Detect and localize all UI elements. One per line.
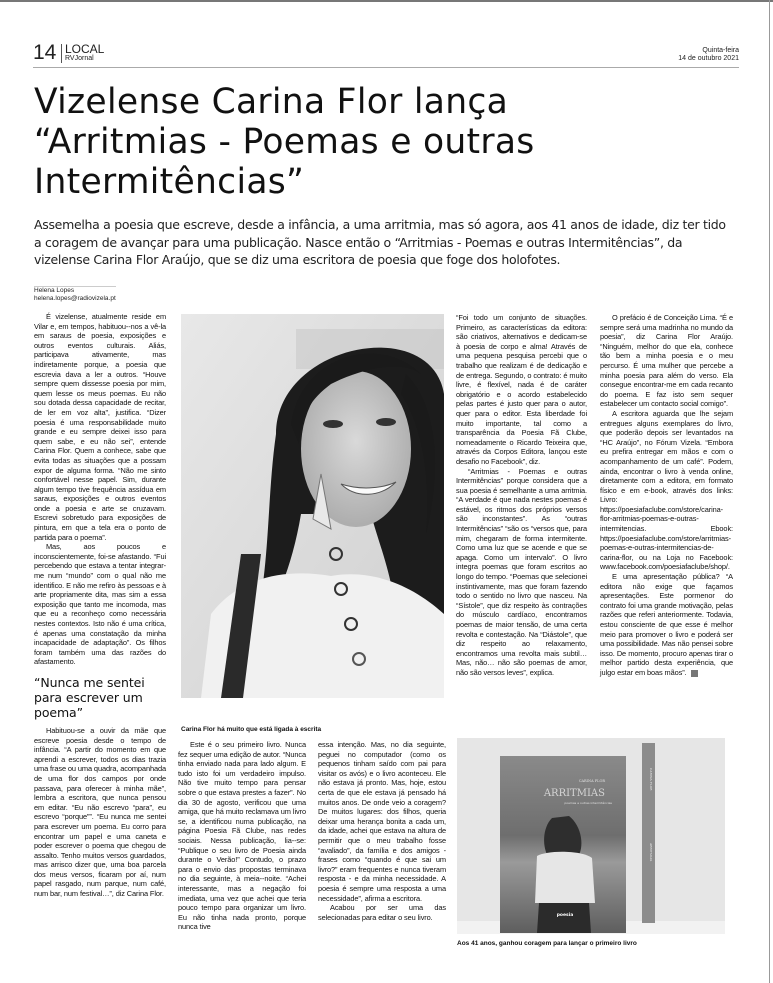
paragraph: É vizelense, atualmente reside em Vilar e, em tempos, habituou-‑nos a vê-la em saraus de poesia, exposições e outros eventos culturais. Aliás, participava ativamente, mas indiretamente porque, a poesia que escrevia dava a ler a outros. “Houve sempre quem dissesse poesia por mim, quem lesse os meus poemas. Eu não sou dotada dessa capacidade de recitar, de ler em voz alta”, justifica. “Dizer poesia é uma responsabilidade muito grande e eu sempre deixei isso para quem sabe, e eu não sei”, entende Carina Flor. Quem a conhece, sabe que evita todas as situações que a possam expor de alguma forma. “Não me sinto confortável nesse papel. Sim, durante algum tempo tive frequência assídua em saraus, exposições e outros eventos onde a poesia e arte se cruzavam. Escrevi sobretudo para exposições de pintura, em que a tela era o ponto de partida para o poema”. [34,312,166,542]
paragraph-text: E uma apresentação pública? “A editora não exige que façamos apresentações. Este pormenor do contrato foi uma grande motivação, pelas razões que referi anteriormente. Todavia, estou consciente de que esse é melhor meio para promover o livro e poderá ser uma possibilidade. Mas não pensei sobre isso. De momento, procuro apenas tirar o melhor partido desta experiência, que julgo estar em boas mãos”. [600,572,733,677]
book-cover-author: CARINA FLOR [578,779,605,783]
article-headline [34,82,714,202]
article-column-1 [34,312,166,899]
section-block [61,44,104,63]
page-top-border [0,0,773,2]
paragraph: Habituou-se a ouvir da mãe que escreve poesia desde o tempo de infância. “A partir do momento em que aprendi a escrever, todos os dias trazia uma frase ou uma quadra, acompanhada de uma flor dos campos por onde passava, para oferecer à minha mãe”, lembra a escritora, que nunca pensou em editar. “Eu não escrevo “para”, eu escrevo “porque””. “Eu nunca me sentei para escrever um poema. Eu corro para encontrar um papel e uma caneta e poder escrever o poema que chegou de assalto. Tenho muitos versos guardados, mas arrisco dizer que, uma boa parcela dos meus versos, ficaram por aí, num papel rasgado, num parque, num café, num bar, num festival…”, diz Carina Flor. [34,725,166,899]
author-email[interactable]: helena.lopes@radiovizela.pt [34,295,116,302]
portrait-photo [181,314,444,698]
date: 14 de outubro 2021 [678,55,739,62]
article-column-5 [600,313,733,678]
headline-line: Vizelense Carina Flor lança [34,82,509,122]
byline [34,286,116,303]
portrait-image [181,314,444,698]
book-cover-title: ARRITMIAS [543,788,605,799]
paragraph [600,572,733,678]
paragraph: Mas, aos poucos e inconscientemente, foi-se afastando. “Fui percebendo que estava a tentar integrar-me num “mundo” com o qual não me identifico. E não me refiro às pessoas e à arte propriamente dita, mas sim a essa exposição que tanto me incomoda, mas que eu a reconheço como necessária nestes contextos. Isto não é uma crítica, é apenas uma constatação da minha incapacidade de adaptação”. Os filhos foram também uma das razões do afastamento. [34,542,166,667]
issue-date [678,47,739,63]
headline-line: “Arritmias - Poemas e outras [34,122,535,162]
newspaper-name: RVJornal [65,55,94,62]
book-spine-author: CARINA FLOR [649,768,653,791]
book-cover-subtitle: poemas e outras intermitências [564,801,612,805]
end-of-article-icon [691,670,698,677]
page-right-border [769,0,770,983]
book-photo [457,738,725,934]
weekday: Quinta-feira [702,47,739,54]
page-number: 14 [33,41,57,64]
paragraph: Acabou por ser uma das selecionadas para editar o seu livro. [318,903,446,922]
article-column-4 [456,313,587,678]
paragraph: O prefácio é de Conceição Lima. “É e sempre será uma madrinha no mundo da poesia”, diz Carina Flor Araújo. “Ninguém, melhor do que ela, conhece tão bem a minha poesia e o meu percurso. É uma mulher que percebe a minha poesia para além do verso. Ela consegue encontrar-me em cada recanto do poema. E faz isto sem sequer estabelecer um contacto social comigo”. [600,313,733,409]
portrait-caption: Carina Flor há muito que está ligada à escrita [181,726,322,733]
book-caption: Aos 41 anos, ganhou coragem para lançar o primeiro livro [457,940,637,947]
page-header [33,41,739,68]
headline-line: Intermitências” [34,162,305,202]
article-column-2 [178,740,306,932]
section-name: LOCAL [65,42,105,56]
paragraph: A escritora aguarda que lhe sejam entregues alguns exemplares do livro, que poderão depois ser levantados na “HC Araújo”, no Fórum Vizela. “Embora eu prefira entregar em mãos e com o acompanhamento de um café”. Podem, ainda, encontrar o livro à venda online, diretamente com a editora, em formato físico e em e-book, através dos links: Livro: https://poesiafaclube.com/store/carina-flor-arritmias-poemas-e-outras-intermitencias. Ebook: https://poesiafaclube.com/store/arritmias-poemas-e-outras-intermitencias-de-carina-flor, ou na Loja no Facebook: www.facebook.com/poesiafaclube/shop/. [600,408,733,572]
article-lead: Assemelha a poesia que escreve, desde a infância, a uma arritmia, mas só agora, aos 41 anos de idade, diz ter tido a coragem de avançar para uma publicação. Nasce então o “Arritmias - Poemas e outras Intermitências”, da vizelense Carina Flor Araújo, que se diz uma escritora de poesia que foge dos holofotes. [34,217,726,267]
book-publisher-logo: poesia [556,913,574,918]
paragraph: “Foi todo um conjunto de situações. Primeiro, as características da editora: são criativos, alternativos e dedicam-se à poesia de corpo e alma! Através de uma pequena pesquisa percebi que o trabalho que realizam é de dedicação e de entrega. Segundo, o contrato: é muito livre, é flexível, nada é de caráter obrigatório e o acordo estabelecido pelas partes é justo quer para o autor, quer para o editor. Esta liberdade foi muito importante, tal como a transparência da Poesia Fã Clube, nomeadamente o Ricardo Teixeira que, através da Corpos Editora, lançou este desafio no Facebook”, diz. [456,313,587,466]
author-name: Helena Lopes [34,287,75,294]
article-subheading: “Nunca me sentei para escrever um poema” [34,674,145,720]
book-image [457,738,725,934]
paragraph: essa intenção. Mas, no dia seguinte, peguei no computador (como os pequenos tinham saído com pai para visitar os avós) e o livro aconteceu. Ele não estava já pronto. Mas, hoje, estou certa de que ele estava já pensado há muitos anos. De onde veio a coragem? De muitos lugares: dos filhos, queria deixar uma herança bonita a cada um, da idade, achei que estava na altura de permitir que o meu trabalho fosse “avaliado”, da família e dos amigos - frases como “quando é que sai um livro?” eram frequentes e nunca tiveram resposta - e da minha necessidade. A poesia é sempre uma resposta a uma necessidade”, afirma a escritora. [318,740,446,903]
book-spine-title: ARRITMIAS [649,843,653,862]
article-column-3 [318,740,446,922]
paragraph: “Arritmias - Poemas e outras Intermitências” porque considera que a sua poesia é semelhante a uma arritmia. “A verdade é que nada nestes poemas é estável, os ritmos dos próprios versos são inconstantes”. As “outras Intermitências” “são os “versos que, para mim, chegaram de forma intermitente. Como uma luz que se acende e que se apaga. Como um intervalo”. O livro integra poemas que foram escritos ao longo do tempo. “Poemas que selecionei instintivamente, mas que foram fazendo todo o sentido no livro que nasceu. Na “Sístole”, que diz respeito às contrações do músculo cardíaco, encontramos poemas de maior tensão, de uma certa revolta e contestação. Na “Diástole”, que diz respeito ao relaxamento, encontramos uma revolta mais subtil… Mas, não… não são poemas de amor, não são versos leves”, explica. [456,466,587,677]
paragraph: Este é o seu primeiro livro. Nunca fez sequer uma edição de autor. “Nunca tinha enviado nada para lado algum. E tudo isto foi um verdadeiro impulso. Não tive muito tempo para pensar sobre o que estava prestes a fazer”. No dia 30 de agosto, verificou que uma amiga, que há muito reclamava um livro se, a identificou numa publicação, na página Poesia Fã Clube, nas redes sociais. Nessa publicação, lia-‑se: “Publique o seu livro de Poesia ainda durante o Verão!” Contudo, o prazo para o envio das propostas terminava no dia seguinte, à meia-‑noite. “Achei interessante, mas a negação foi imediata, uma vez que achei que teria pouco tempo para organizar um livro. Eu não tinha nada pronto, porque nunca tive [178,740,306,932]
